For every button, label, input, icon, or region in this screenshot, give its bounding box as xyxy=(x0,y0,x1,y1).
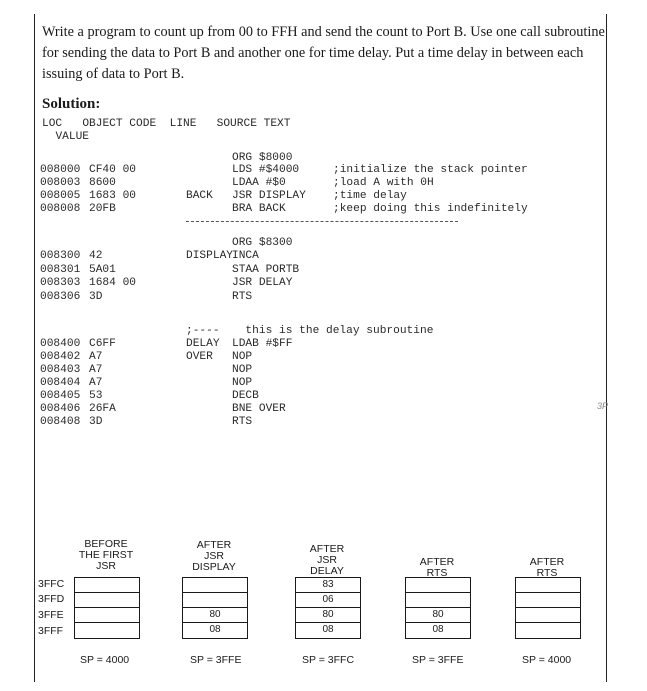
stack-pointer-value: SP = 3FFC xyxy=(302,654,355,666)
listing-label: ;---- xyxy=(186,325,220,337)
stack-address-label: 3FFD xyxy=(38,593,65,605)
listing-object-code: 53 xyxy=(89,390,103,402)
header-line: LINE xyxy=(169,118,197,130)
stack-cell xyxy=(516,608,580,623)
stack-title-line: AFTER xyxy=(196,539,232,551)
listing-source: NOP xyxy=(232,377,253,389)
listing-header xyxy=(42,118,290,144)
listing-row xyxy=(0,264,647,278)
header-object-code: OBJECT CODE xyxy=(82,118,157,130)
listing-source: NOP xyxy=(232,364,253,376)
stack-title-line: BEFORE xyxy=(84,538,128,550)
stack-cell xyxy=(516,593,580,608)
separator-dashed-line xyxy=(186,221,458,222)
listing-object-code: 5A01 xyxy=(89,264,116,276)
listing-object-code: CF40 00 xyxy=(89,164,136,176)
stack-cell xyxy=(516,623,580,638)
stack-title-line: AFTER xyxy=(529,556,565,568)
listing-loc: 008402 xyxy=(40,351,81,363)
stack-diagram-title xyxy=(174,540,254,573)
listing-source: BRA BACK xyxy=(232,203,286,215)
listing-label: DELAY xyxy=(186,338,220,350)
listing-loc: 008400 xyxy=(40,338,81,350)
listing-source: JSR DELAY xyxy=(232,277,293,289)
listing-label: BACK xyxy=(186,190,213,202)
listing-object-code: 1683 00 xyxy=(89,190,136,202)
listing-row xyxy=(0,325,647,339)
stack-address-label: 3FFF xyxy=(38,625,64,637)
listing-source: JSR DISPLAY xyxy=(232,190,306,202)
stack-pointer-value: SP = 3FFE xyxy=(412,654,464,666)
listing-comment: ;keep doing this indefinitely xyxy=(333,203,528,215)
listing-source: INCA xyxy=(232,250,259,262)
stack-cell: 08 xyxy=(209,624,221,635)
stack-address-label: 3FFC xyxy=(38,578,65,590)
listing-source: LDAA #$0 xyxy=(232,177,286,189)
listing-loc: 008403 xyxy=(40,364,81,376)
listing-comment: ;initialize the stack pointer xyxy=(333,164,528,176)
stack-cell xyxy=(406,578,470,593)
listing-object-code: A7 xyxy=(89,377,103,389)
stack-title-line: THE FIRST xyxy=(78,549,134,561)
stack-cell: 80 xyxy=(406,608,470,623)
listing-row xyxy=(0,177,647,191)
listing-source: NOP xyxy=(232,351,253,363)
stack-memory-box xyxy=(295,577,361,639)
solution-heading: Solution: xyxy=(42,96,101,112)
listing-row xyxy=(0,364,647,378)
listing-loc: 008005 xyxy=(40,190,81,202)
listing-object-code: 3D xyxy=(89,291,103,303)
stack-cell: 80 xyxy=(296,608,360,623)
header-value: VALUE xyxy=(55,131,90,143)
listing-loc: 008000 xyxy=(40,164,81,176)
stack-cell: 08 xyxy=(322,624,334,635)
stack-cell xyxy=(406,593,470,608)
stack-cell: 06 xyxy=(296,593,360,608)
stack-title-line: RTS xyxy=(536,567,558,579)
listing-object-code: 42 xyxy=(89,250,103,262)
assembly-listing xyxy=(0,152,647,452)
listing-row xyxy=(0,351,647,365)
stack-cell: 83 xyxy=(296,578,360,593)
listing-object-code: 3D xyxy=(89,416,103,428)
listing-object-code: 20FB xyxy=(89,203,116,215)
listing-source: DECB xyxy=(232,390,259,402)
stack-title-line: AFTER xyxy=(419,556,455,568)
listing-row xyxy=(0,164,647,178)
stack-diagram-title xyxy=(287,544,367,577)
listing-object-code: A7 xyxy=(89,364,103,376)
listing-row xyxy=(0,416,647,430)
header-source-text: SOURCE TEXT xyxy=(216,118,291,130)
stack-memory-box xyxy=(74,577,140,639)
stack-memory-box xyxy=(182,577,248,639)
listing-object-code: A7 xyxy=(89,351,103,363)
stack-title-line: RTS xyxy=(426,567,448,579)
listing-row xyxy=(0,190,647,204)
stack-cell xyxy=(183,593,247,608)
listing-row xyxy=(0,390,647,404)
stack-cell xyxy=(516,578,580,593)
listing-row xyxy=(0,277,647,291)
stack-cell: 08 xyxy=(432,624,444,635)
stack-title-line: AFTER xyxy=(309,543,345,555)
stack-title-line: JSR xyxy=(317,554,337,566)
stack-cell xyxy=(75,578,139,593)
listing-source: LDS #$4000 xyxy=(232,164,300,176)
stack-pointer-value: SP = 4000 xyxy=(80,654,130,666)
listing-loc: 008404 xyxy=(40,377,81,389)
stack-pointer-value: SP = 4000 xyxy=(522,654,572,666)
listing-source: STAA PORTB xyxy=(232,264,300,276)
listing-source: RTS xyxy=(232,416,253,428)
stack-diagram-title xyxy=(397,557,477,579)
stack-address-label: 3FFE xyxy=(38,609,64,621)
listing-row xyxy=(0,338,647,352)
stack-diagram-title xyxy=(507,557,587,579)
stack-diagram-title xyxy=(66,539,146,572)
listing-object-code: C6FF xyxy=(89,338,116,350)
listing-loc: 008300 xyxy=(40,250,81,262)
stack-cell xyxy=(75,623,139,638)
listing-loc: 008306 xyxy=(40,291,81,303)
stack-cell xyxy=(75,593,139,608)
listing-source: this is the delay subroutine xyxy=(232,325,434,337)
listing-row xyxy=(0,237,647,251)
listing-label: OVER xyxy=(186,351,213,363)
listing-source: BNE OVER xyxy=(232,403,286,415)
listing-row xyxy=(0,250,647,264)
listing-loc: 008406 xyxy=(40,403,81,415)
listing-loc: 008408 xyxy=(40,416,81,428)
stack-title-line: DELAY xyxy=(310,565,344,577)
listing-comment: ;time delay xyxy=(333,190,407,202)
stack-cell xyxy=(183,578,247,593)
stack-memory-box xyxy=(515,577,581,639)
listing-source: ORG $8000 xyxy=(232,152,293,164)
listing-row xyxy=(0,291,647,305)
listing-row xyxy=(0,377,647,391)
stack-cell xyxy=(75,608,139,623)
listing-loc: 008303 xyxy=(40,277,81,289)
listing-object-code: 1684 00 xyxy=(89,277,136,289)
listing-loc: 008008 xyxy=(40,203,81,215)
stack-title-line: DISPLAY xyxy=(192,561,236,573)
listing-loc: 008405 xyxy=(40,390,81,402)
stack-title-line: JSR xyxy=(96,560,116,572)
listing-source: RTS xyxy=(232,291,253,303)
listing-loc: 008301 xyxy=(40,264,81,276)
listing-label: DISPLAY xyxy=(186,250,233,262)
header-loc: LOC xyxy=(42,118,63,130)
margin-mark: 3P xyxy=(597,401,609,411)
stack-title-line: JSR xyxy=(204,550,224,562)
listing-source: ORG $8300 xyxy=(232,237,293,249)
listing-comment: ;load A with 0H xyxy=(333,177,434,189)
listing-loc: 008003 xyxy=(40,177,81,189)
listing-object-code: 26FA xyxy=(89,403,116,415)
listing-source: LDAB #$FF xyxy=(232,338,293,350)
listing-row xyxy=(0,403,647,417)
stack-cell: 80 xyxy=(183,608,247,623)
listing-object-code: 8600 xyxy=(89,177,116,189)
listing-row xyxy=(0,203,647,217)
problem-statement: Write a program to count up from 00 to FFH and send the count to Port B. Use one call subroutine for sending the data to Port B and another one for time delay. Put a time delay in between each issuing of data to Port B. xyxy=(42,24,605,82)
stack-pointer-value: SP = 3FFE xyxy=(190,654,242,666)
stack-memory-box xyxy=(405,577,471,639)
